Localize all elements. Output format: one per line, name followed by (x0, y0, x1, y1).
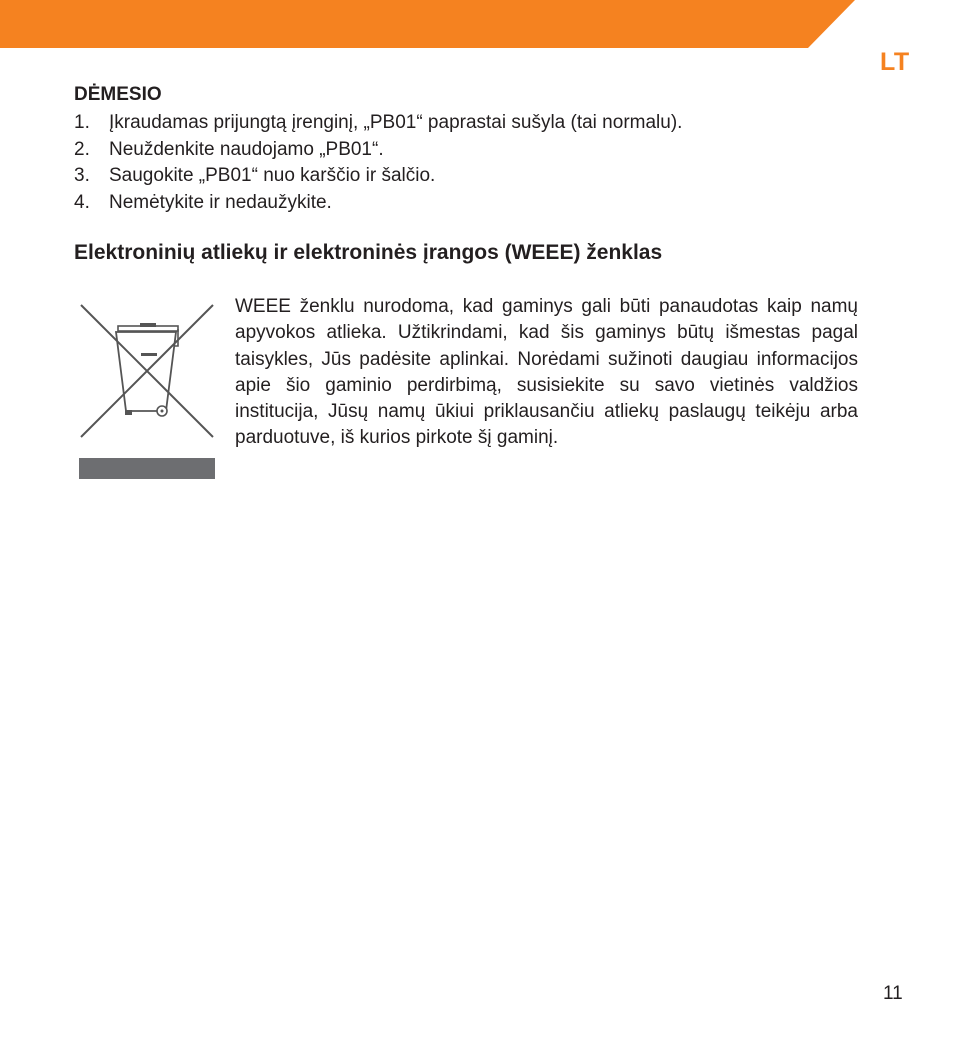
header-band (0, 0, 954, 48)
language-code: LT (880, 48, 910, 76)
list-item-text: Įkraudamas prijungtą įrenginį, „PB01“ paprastai sušyla (tai normalu). (109, 112, 683, 133)
weee-description: WEEE ženklu nurodoma, kad gaminys gali būti panaudotas kaip namų apyvokos atlieka. Užtikrindami, kad šis gaminys būtų išmestas pagal taisykles, Jūs padėsite aplinkai. Norėdami sužinoti daugiau informacijos apie šio gaminio perdirbimą, susisiekite su savo vietinės valdžios institucija, Jūsų namų ūkiui priklausančiu atliekų paslaugų teikėju arba parduotuve, iš kurios pirkote šį gaminį. (235, 296, 858, 449)
list-item-number: 2. (74, 138, 90, 160)
weee-section-title: Elektroninių atliekų ir elektroninės įrangos (WEEE) ženklas (74, 241, 663, 264)
crossed-out-wheelie-bin-icon (78, 302, 216, 480)
page-number: 11 (883, 983, 903, 1004)
list-item-number: 1. (74, 112, 90, 133)
header-band-shape (0, 0, 855, 48)
warning-title: DĖMESIO (74, 84, 162, 105)
warning-list (74, 110, 682, 216)
list-item (74, 110, 682, 137)
list-item-number: 3. (74, 165, 90, 186)
list-item (74, 163, 682, 190)
list-item (74, 137, 682, 164)
list-item-text: Neuždenkite naudojamo „PB01“. (109, 138, 384, 160)
list-item-number: 4. (74, 191, 90, 213)
list-item (74, 190, 682, 217)
list-item-text: Saugokite „PB01“ nuo karščio ir šalčio. (109, 165, 436, 186)
list-item-text: Nemėtykite ir nedaužykite. (109, 191, 332, 213)
